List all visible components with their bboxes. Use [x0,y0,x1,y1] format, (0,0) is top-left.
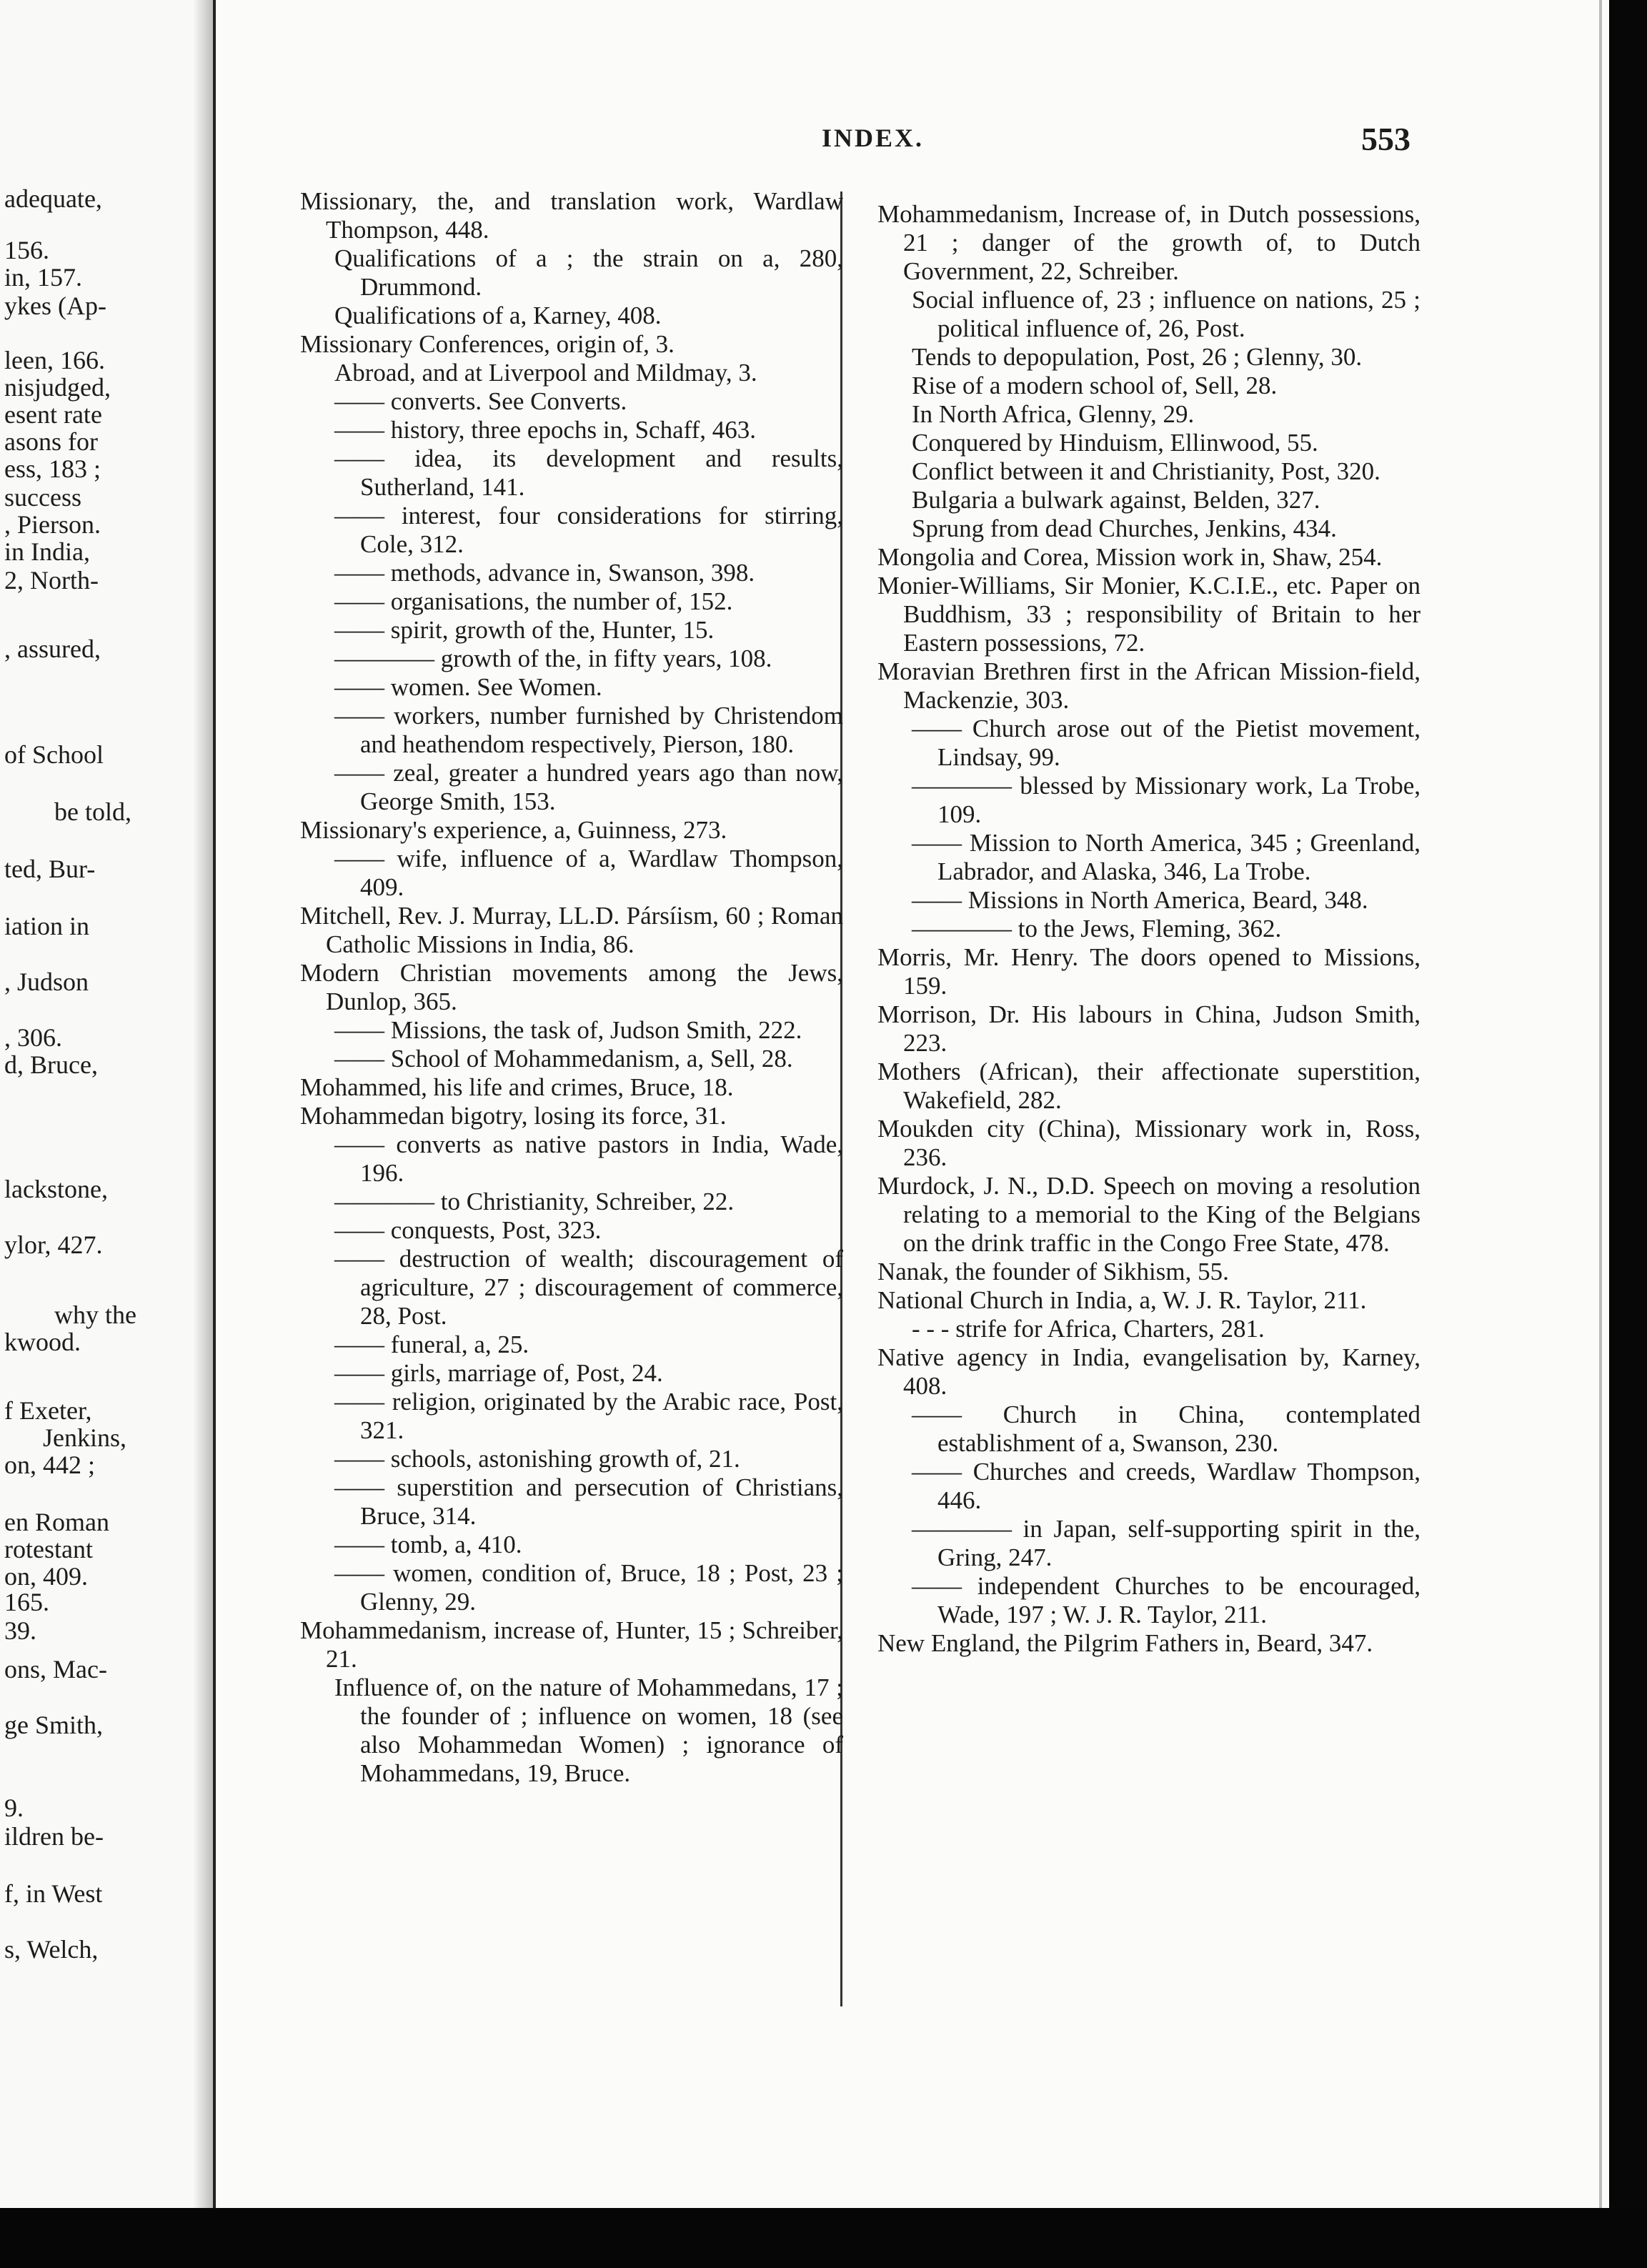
index-subentry: Conquered by Hinduism, Ellinwood, 55. [912,429,1318,457]
left-page-fragment-line: of School [4,740,104,769]
left-page-fragment-line: 156. [4,236,49,264]
left-page-fragment-line: , 306. [4,1023,62,1052]
left-page-fragment-line: asons for [4,427,98,456]
index-entry: Native agency in India, evangelisation by, Karney, 408. [877,1343,1420,1400]
page-edge-shadow [1609,0,1647,2268]
index-subentry: Social influence of, 23 ; influence on nations, 25 ; political influence of, 26, Post. [912,286,1420,342]
index-entry: Mitchell, Rev. J. Murray, LL.D. Pársíism, 60 ; Roman Catholic Missions in India, 86. [300,902,843,958]
left-page-fragment-line: on, 442 ; [4,1451,96,1479]
index-entry: Nanak, the founder of Sikhism, 55. [877,1258,1229,1285]
left-page-fragment-line: ykes (Ap- [4,292,106,320]
index-subentry: —— interest, four considerations for stirring, Cole, 312. [334,502,843,558]
index-entry: Moravian Brethren first in the African Mission-field, Mackenzie, 303. [877,657,1420,714]
left-page-fragment-line: 2, North- [4,566,99,595]
index-subentry: —— conquests, Post, 323. [334,1216,602,1244]
index-subentry: —— organisations, the number of, 152. [334,587,733,615]
index-entry: New England, the Pilgrim Fathers in, Beard, 347. [877,1629,1373,1657]
index-column-right [877,200,1420,1658]
index-subentry: Influence of, on the nature of Mohammedans, 17 ; the founder of ; influence on women, 18 (see also Mohammedan Women) ; ignorance of Mohammedans, 19, Bruce. [334,1673,843,1787]
left-page-fragment-line: , assured, [4,635,101,663]
left-page-fragment-line: kwood. [4,1328,81,1356]
left-page-fragment-line: ge Smith, [4,1711,104,1739]
index-subentry: Conflict between it and Christianity, Post, 320. [912,457,1380,485]
left-page-fragment-line: 9. [4,1794,24,1822]
index-subentry: —— schools, astonishing growth of, 21. [334,1445,740,1473]
index-entry: Morris, Mr. Henry. The doors opened to Missions, 159. [877,943,1420,1000]
index-entry: Mohammedanism, Increase of, in Dutch possessions, 21 ; danger of the growth of, to Dutch Government, 22, Schreiber. [877,200,1420,285]
index-subentry: Qualifications of a ; the strain on a, 280, Drummond. [334,244,843,301]
left-page-fragment-line: esent rate [4,400,102,429]
index-subentry: —— Missions, the task of, Judson Smith, 222. [334,1016,802,1044]
left-page-fragment-line: success [4,483,81,512]
index-column-left [300,187,843,1788]
left-page-fragment-line: ildren be- [4,1822,104,1851]
left-page-fragment-line: 165. [4,1588,49,1616]
index-subentry: - - - strife for Africa, Charters, 281. [912,1315,1265,1343]
index-subentry: Rise of a modern school of, Sell, 28. [912,372,1278,399]
index-entry: Monier-Williams, Sir Monier, K.C.I.E., etc. Paper on Buddhism, 33 ; responsibility of Britain to her Eastern possessions, 72. [877,572,1420,657]
left-page-fragment-line: lackstone, [4,1175,108,1203]
index-subentry: Abroad, and at Liverpool and Mildmay, 3. [334,359,757,387]
index-subentry: —— women. See Women. [334,673,602,701]
index-subentry: —— workers, number furnished by Christendom and heathendom respectively, Pierson, 180. [334,702,843,758]
index-subentry: ———— growth of the, in fifty years, 108. [334,645,772,672]
left-page-fragment-line: s, Welch, [4,1935,99,1964]
index-subentry: —— methods, advance in, Swanson, 398. [334,559,755,587]
index-entry: Murdock, J. N., D.D. Speech on moving a resolution relating to a memorial to the King of the Belgians on the drink traffic in the Congo Free State, 478. [877,1172,1420,1257]
index-entry: Mothers (African), their affectionate superstition, Wakefield, 282. [877,1058,1420,1114]
left-page-fragment-line: adequate, [4,184,102,213]
index-subentry: In North Africa, Glenny, 29. [912,400,1195,428]
index-subentry: ———— in Japan, self-supporting spirit in the, Gring, 247. [912,1515,1420,1571]
left-page-fragment-line: ess, 183 ; [4,454,101,483]
left-page-fragment-line: 39. [4,1616,36,1645]
left-page-fragment-line: ons, Mac- [4,1655,107,1683]
index-subentry: Qualifications of a, Karney, 408. [334,302,662,329]
left-page-fragment-line: rotestant [4,1535,93,1563]
index-subentry: —— history, three epochs in, Schaff, 463. [334,416,757,444]
index-entry: Missionary's experience, a, Guinness, 273. [300,816,727,844]
index-subentry: —— superstition and persecution of Christians, Bruce, 314. [334,1473,843,1530]
index-subentry: —— converts as native pastors in India, Wade, 196. [334,1130,843,1187]
index-subentry: —— School of Mohammedanism, a, Sell, 28. [334,1045,793,1073]
index-subentry: ———— to Christianity, Schreiber, 22. [334,1188,735,1215]
index-subentry: —— women, condition of, Bruce, 18 ; Post, 23 ; Glenny, 29. [334,1559,843,1616]
index-entry: Mohammedan bigotry, losing its force, 31. [300,1102,727,1130]
index-subentry: —— converts. See Converts. [334,387,627,415]
left-page-fragment [0,0,216,2268]
index-subentry: —— tomb, a, 410. [334,1531,522,1558]
index-entry: Mohammed, his life and crimes, Bruce, 18. [300,1073,734,1101]
index-subentry: Bulgaria a bulwark against, Belden, 327. [912,486,1320,514]
index-subentry: —— Mission to North America, 345 ; Greenland, Labrador, and Alaska, 346, La Trobe. [912,829,1420,885]
index-entry: National Church in India, a, W. J. R. Taylor, 211. [877,1286,1367,1314]
index-entry: Mohammedanism, increase of, Hunter, 15 ; Schreiber, 21. [300,1616,843,1673]
index-entry: Moukden city (China), Missionary work in, Ross, 236. [877,1115,1420,1171]
index-entry: Mongolia and Corea, Mission work in, Shaw, 254. [877,543,1383,571]
index-subentry: —— idea, its development and results, Sutherland, 141. [334,444,843,501]
left-page-fragment-line: nisjudged, [4,373,111,402]
index-entry: Missionary Conferences, origin of, 3. [300,330,675,358]
index-subentry: —— Church arose out of the Pietist movement, Lindsay, 99. [912,715,1420,771]
left-page-fragment-line: iation in [4,912,89,940]
left-page-fragment-line: Jenkins, [43,1423,126,1452]
left-page-fragment-line: , Judson [4,968,89,996]
left-page-fragment-line: , Pierson. [4,510,101,539]
scan-border [0,2208,1647,2268]
left-page-fragment-line: ted, Bur- [4,855,96,883]
page-number: 553 [1361,121,1410,157]
left-page-fragment-line: in, 157. [4,263,83,292]
running-head: INDEX. [822,124,925,152]
index-subentry: —— Church in China, contemplated establishment of a, Swanson, 230. [912,1401,1420,1457]
left-page-fragment-line: be told, [54,797,131,826]
index-subentry: —— religion, originated by the Arabic race, Post, 321. [334,1388,843,1444]
page-edge-line [1599,0,1602,2208]
index-entry: Modern Christian movements among the Jews, Dunlop, 365. [300,959,843,1015]
index-entry: Morrison, Dr. His labours in China, Judson Smith, 223. [877,1000,1420,1057]
left-page-fragment-line: d, Bruce, [4,1050,98,1079]
index-subentry: ———— blessed by Missionary work, La Trobe, 109. [912,772,1420,828]
index-subentry: —— zeal, greater a hundred years ago than now, George Smith, 153. [334,759,843,815]
index-subentry: Sprung from dead Churches, Jenkins, 434. [912,514,1337,542]
index-subentry: —— Missions in North America, Beard, 348. [912,886,1368,914]
index-subentry: —— spirit, growth of the, Hunter, 15. [334,616,715,644]
left-page-fragment-line: ylor, 427. [4,1230,103,1259]
index-entry: Missionary, the, and translation work, Wardlaw Thompson, 448. [300,187,843,244]
index-subentry: —— wife, influence of a, Wardlaw Thompson, 409. [334,845,843,901]
index-subentry: —— girls, marriage of, Post, 24. [334,1359,663,1387]
index-subentry: Tends to depopulation, Post, 26 ; Glenny, 30. [912,343,1363,371]
left-page-fragment-line: why the [54,1300,136,1329]
left-page-fragment-line: f Exeter, [4,1396,92,1425]
left-page-fragment-line: on, 409. [4,1562,88,1591]
index-subentry: —— Churches and creeds, Wardlaw Thompson, 446. [912,1458,1420,1514]
left-page-fragment-line: in India, [4,537,90,566]
left-page-fragment-line: leen, 166. [4,346,105,374]
index-subentry: —— independent Churches to be encouraged, Wade, 197 ; W. J. R. Taylor, 211. [912,1572,1420,1628]
left-page-fragment-line: f, in West [4,1879,103,1908]
index-subentry: ———— to the Jews, Fleming, 362. [912,915,1282,942]
index-subentry: —— destruction of wealth; discouragement of agriculture, 27 ; discouragement of commerce, 28, Post. [334,1245,843,1330]
left-page-fragment-line: en Roman [4,1508,109,1536]
index-subentry: —— funeral, a, 25. [334,1331,529,1358]
